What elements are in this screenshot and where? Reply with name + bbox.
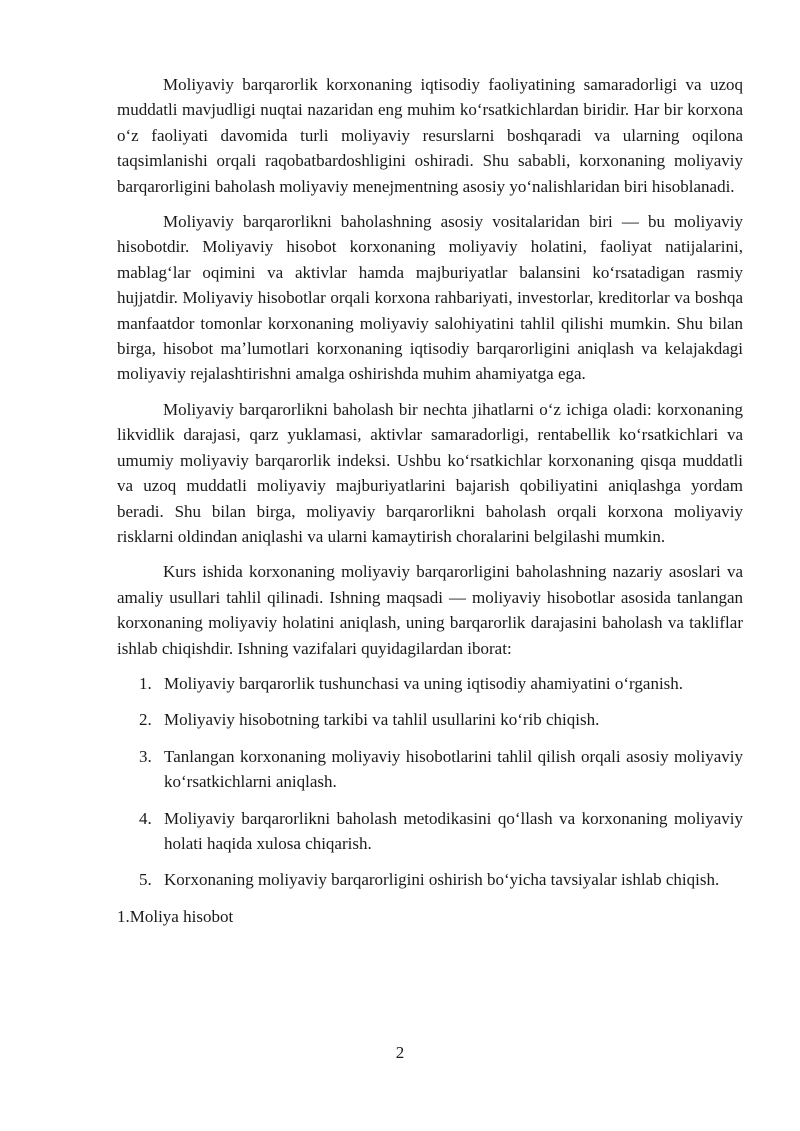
list-item-number: 2. <box>139 710 152 730</box>
list-item-text: Tanlangan korxonaning moliyaviy hisobotlarini tahlil qilish orqali asosiy moliyaviy koʻrsatkichlarni aniqlash. <box>164 746 743 792</box>
list-item-text: Moliyaviy barqarorlik tushunchasi va uning iqtisodiy ahamiyatini oʻrganish. <box>164 673 684 693</box>
list-item <box>117 867 743 892</box>
list-item-number: 1. <box>139 673 152 693</box>
list-item-text: Korxonaning moliyaviy barqarorligini oshirish boʻyicha tavsiyalar ishlab chiqish. <box>164 870 720 890</box>
paragraph-course-goal: Kurs ishida korxonaning moliyaviy barqarorligini baholashning nazariy asoslari va amaliy usullari tahlil qilinadi. Ishning maqsadi — moliyaviy hisobotlar asosida tanlangan korxonaning moliyaviy holatini aniqlash, uning barqarorlik darajasini baholash va takliflar ishlab chiqishdir. Ishning vazifalari quyidagilardan iborat: <box>117 562 743 658</box>
list-item-text: Moliyaviy hisobotning tarkibi va tahlil usullarini koʻrib chiqish. <box>164 710 600 730</box>
page-number: 2 <box>395 1043 405 1062</box>
tasks-list <box>117 671 743 893</box>
list-item <box>117 744 743 795</box>
section-heading: 1.Moliya hisobot <box>117 906 234 926</box>
list-item-number: 4. <box>139 808 152 828</box>
list-item <box>117 806 743 857</box>
paragraph-intro: Moliyaviy barqarorlik korxonaning iqtisodiy faoliyatining samaradorligi va uzoq muddatli mavjudligi nuqtai nazaridan eng muhim koʻrsatkichlardan biridir. Har bir korxona oʻz faoliyati davomida turli moliyaviy resurslarni boshqaradi va ularning oqilona taqsimlanishi orqali raqobatbardoshligini oshiradi. Shu sababli, korxonaning moliyaviy barqarorligini baholash moliyaviy menejmentning asosiy yoʻnalishlaridan biri hisoblanadi. <box>117 75 743 196</box>
list-item-number: 5. <box>139 870 152 890</box>
list-item <box>117 671 743 696</box>
list-item-text: Moliyaviy barqarorlikni baholash metodikasini qoʻllash va korxonaning moliyaviy holati haqida xulosa chiqarish. <box>164 808 743 853</box>
list-item-number: 3. <box>139 746 152 766</box>
paragraph-financial-reporting: Moliyaviy barqarorlikni baholashning asosiy vositalaridan biri — bu moliyaviy hisobotdir. Moliyaviy hisobot korxonaning moliyaviy holatini, faoliyat natijalarini, mablagʻlar oqimini va aktivlar hamda majburiyatlar balansini koʻrsatadigan rasmiy hujjatdir. Moliyaviy hisobotlar orqali korxona rahbariyati, investorlar, kreditorlar va boshqa manfaatdor tomonlar korxonaning moliyaviy salohiyatini tahlil qilishi mumkin. Shu bilan birga, hisobot maʼlumotlari korxonaning iqtisodiy barqarorligini aniqlash va kelajakdagi moliyaviy rejalashtirishni amalga oshirishda muhim ahamiyatga ega. <box>117 212 743 384</box>
document-body <box>117 72 743 929</box>
paragraph-assessment-aspects: Moliyaviy barqarorlikni baholash bir nechta jihatlarni oʻz ichiga oladi: korxonaning likvidlik darajasi, qarz yuklamasi, aktivlar samaradorligi, rentabellik koʻrsatkichlari va umumiy moliyaviy barqarorlik indeksi. Ushbu koʻrsatkichlar korxonaning qisqa muddatli va uzoq muddatli moliyaviy majburiyatlarini bajarish qobiliyatini aniqlashga yordam beradi. Shu bilan birga, moliyaviy barqarorlikni baholash orqali korxona moliyaviy risklarni oldindan aniqlashi va ularni kamaytirish choralarini belgilashi mumkin. <box>117 399 743 546</box>
list-item <box>117 707 743 732</box>
